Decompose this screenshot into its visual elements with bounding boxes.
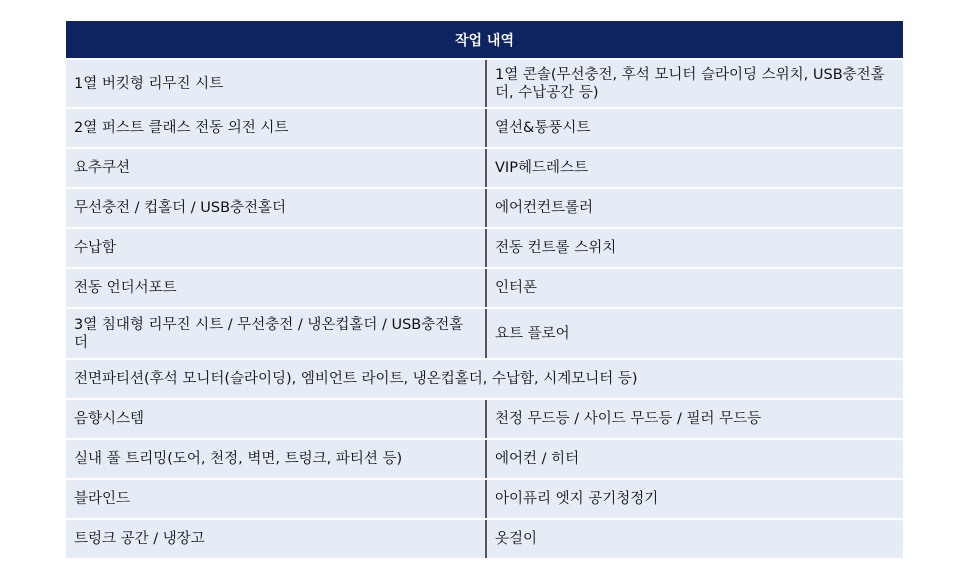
- cell-full: 전면파티션(후석 모니터(슬라이딩), 엠비언트 라이트, 냉온컵홀더, 수납함, 시계모니터 등): [74, 371, 638, 387]
- cell-left: 무선충전 / 컵홀더 / USB충전홀더: [74, 200, 287, 216]
- cell-left: 전동 언더서포트: [74, 280, 177, 296]
- table-row: [66, 307, 903, 358]
- work-history-table: [66, 21, 903, 558]
- table-row: [66, 518, 903, 558]
- table-title: 작업 내역: [455, 32, 514, 49]
- table-row: [66, 227, 903, 267]
- cell-right: 인터폰: [485, 269, 903, 307]
- cell-left: 2열 퍼스트 클래스 전동 의전 시트: [74, 120, 289, 136]
- table-row: [66, 398, 903, 438]
- cell-right: 요트 플로어: [485, 309, 903, 358]
- table-row: [66, 147, 903, 187]
- cell-left: 실내 풀 트리밍(도어, 천정, 벽면, 트렁크, 파티션 등): [74, 451, 403, 467]
- table-row: [66, 358, 903, 398]
- table-row: [66, 107, 903, 147]
- cell-left: 1열 버킷형 리무진 시트: [74, 75, 224, 92]
- cell-right: 1열 콘솔(무선충전, 후석 모니터 슬라이딩 스위치, USB충전홀더, 수납공간 등): [485, 60, 903, 107]
- cell-right: 전동 컨트롤 스위치: [485, 229, 903, 267]
- cell-right: 옷걸이: [485, 520, 903, 558]
- cell-left: 수납함: [74, 240, 117, 256]
- cell-left: 음향시스템: [74, 411, 145, 427]
- cell-right: 에어컨컨트롤러: [485, 189, 903, 227]
- table-row: [66, 478, 903, 518]
- cell-right: VIP헤드레스트: [485, 149, 903, 187]
- cell-left: 트렁크 공간 / 냉장고: [74, 531, 205, 547]
- cell-left: 3열 침대형 리무진 시트 / 무선충전 / 냉온컵홀더 / USB충전홀더: [74, 316, 464, 351]
- cell-left: 요추쿠션: [74, 160, 131, 176]
- table-row: [66, 267, 903, 307]
- cell-right: 에어컨 / 히터: [485, 440, 903, 478]
- table-header: [66, 21, 903, 58]
- table-row: [66, 58, 903, 107]
- table-row: [66, 187, 903, 227]
- cell-right: 천정 무드등 / 사이드 무드등 / 필러 무드등: [485, 400, 903, 438]
- cell-right: 아이퓨리 엣지 공기청정기: [485, 480, 903, 518]
- cell-left: 블라인드: [74, 491, 131, 507]
- cell-right: 열선&통풍시트: [485, 109, 903, 147]
- table-row: [66, 438, 903, 478]
